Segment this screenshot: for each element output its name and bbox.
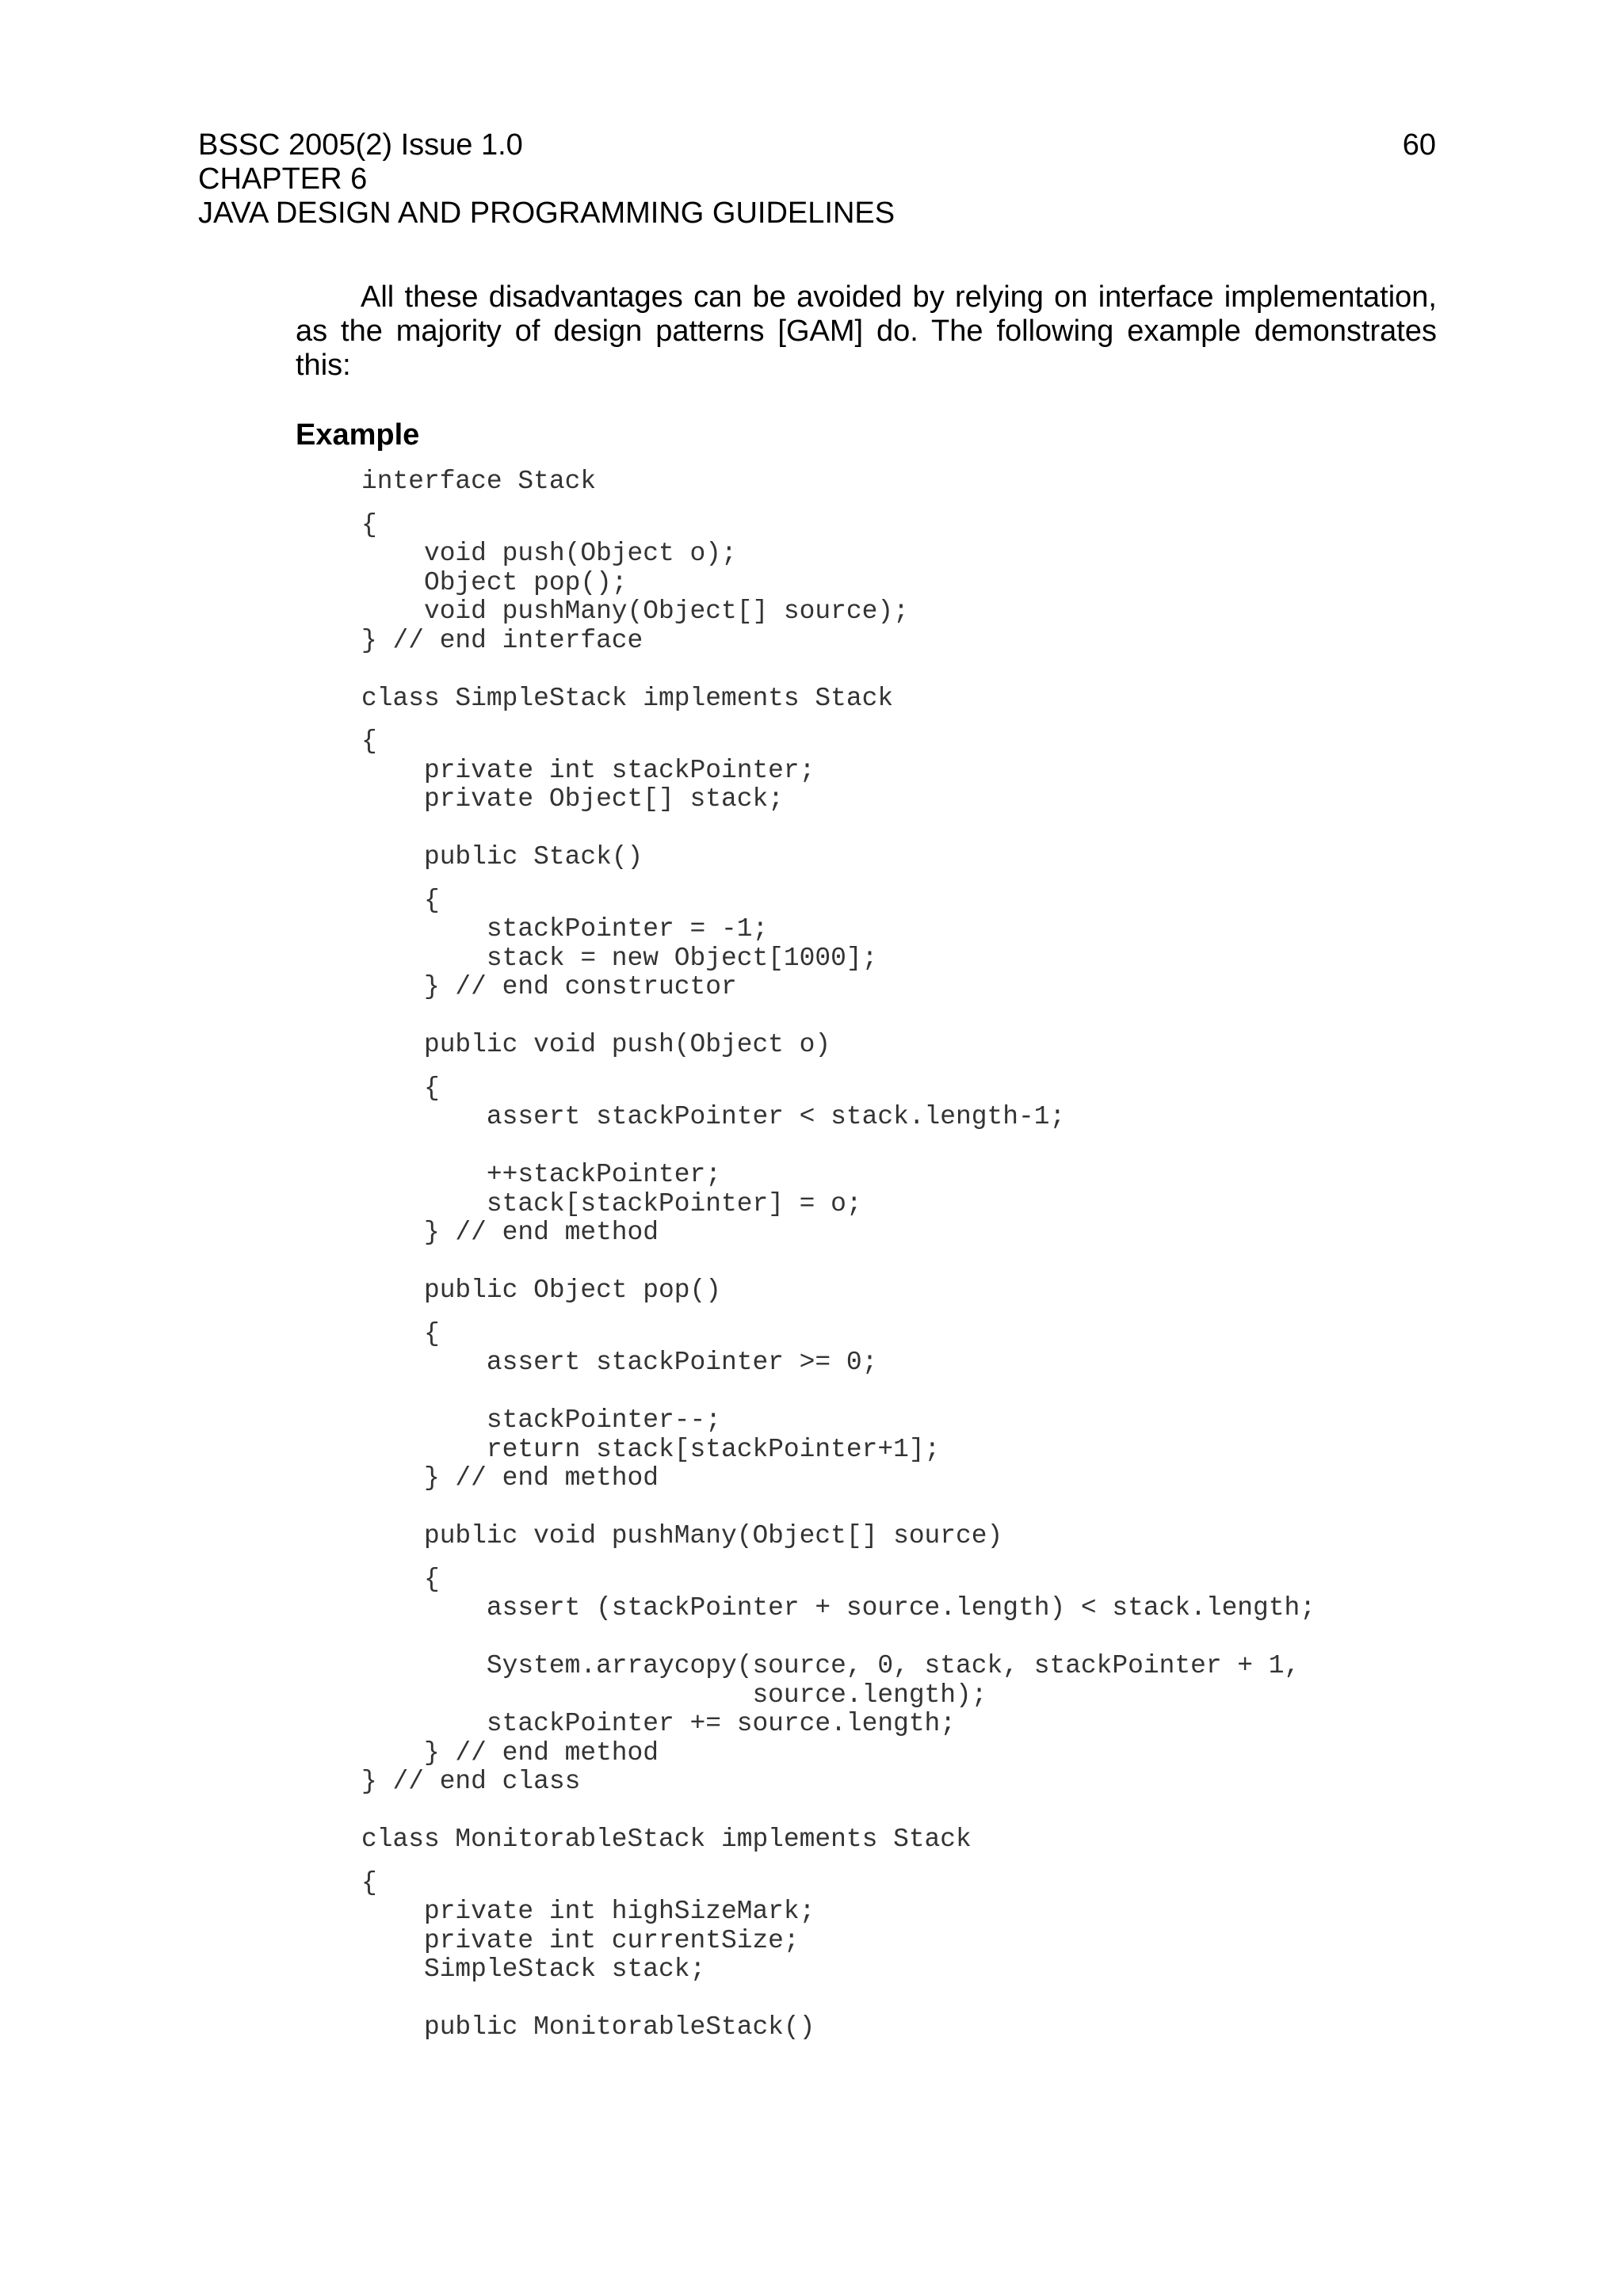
- code-line: class MonitorableStack implements Stack: [361, 1825, 972, 1854]
- code-line: [361, 655, 1316, 685]
- code-line: [361, 1002, 1316, 1032]
- document-id: BSSC 2005(2) Issue 1.0: [198, 128, 523, 162]
- code-line: {: [361, 509, 377, 540]
- code-line: [361, 1493, 1316, 1523]
- code-line: {: [361, 885, 440, 915]
- intro-paragraph: All these disadvantages can be avoided by relying on interface implementation, as the majority of design patterns [GAM] do. The following example demonstrates this:: [296, 280, 1437, 382]
- chapter-title: JAVA DESIGN AND PROGRAMMING GUIDELINES: [198, 196, 896, 230]
- code-line: } // end method: [361, 1737, 659, 1768]
- code-line: {: [361, 1867, 377, 1897]
- page-header: [198, 128, 895, 231]
- code-line: {: [361, 1073, 440, 1103]
- code-line: stackPointer = -1;: [361, 914, 769, 944]
- code-line: public void push(Object o): [361, 1030, 831, 1059]
- code-line: private int currentSize;: [361, 1925, 800, 1955]
- code-line: assert (stackPointer + source.length) < stack.length;: [361, 1593, 1316, 1623]
- code-line: assert stackPointer >= 0;: [361, 1348, 878, 1377]
- chapter-label: CHAPTER 6: [198, 162, 368, 196]
- code-line: public Object pop(): [361, 1276, 721, 1305]
- code-line: [361, 1623, 1316, 1653]
- code-line: return stack[stackPointer+1];: [361, 1434, 941, 1464]
- code-line: private int stackPointer;: [361, 755, 815, 785]
- code-line: stackPointer += source.length;: [361, 1709, 957, 1738]
- code-line: [361, 1797, 1316, 1826]
- code-line: private int highSizeMark;: [361, 1897, 815, 1926]
- code-line: } // end method: [361, 1218, 659, 1247]
- code-line: source.length);: [361, 1680, 987, 1710]
- code-line: [361, 1132, 1316, 1161]
- code-line: void push(Object o);: [361, 539, 737, 568]
- code-line: stack[stackPointer] = o;: [361, 1188, 862, 1219]
- code-line: interface Stack: [361, 467, 597, 496]
- code-line: } // end interface: [361, 625, 643, 655]
- code-line: {: [361, 1318, 440, 1348]
- code-line: stack = new Object[1000];: [361, 943, 878, 973]
- code-line: Object pop();: [361, 567, 628, 597]
- code-line: [361, 1378, 1316, 1407]
- code-line: } // end class: [361, 1767, 581, 1796]
- code-line: private Object[] stack;: [361, 784, 784, 814]
- code-line: ++stackPointer;: [361, 1160, 721, 1189]
- example-heading: Example: [296, 418, 420, 452]
- page-number: 60: [1402, 128, 1436, 162]
- code-line: [361, 1248, 1316, 1277]
- code-line: {: [361, 727, 377, 756]
- code-line: public void pushMany(Object[] source): [361, 1521, 1003, 1550]
- code-line: } // end constructor: [361, 972, 737, 1001]
- code-line: public Stack(): [361, 842, 643, 871]
- code-line: public MonitorableStack(): [361, 2012, 815, 2042]
- code-line: assert stackPointer < stack.length-1;: [361, 1102, 1066, 1131]
- code-line: class SimpleStack implements Stack: [361, 683, 894, 713]
- code-line: System.arraycopy(source, 0, stack, stackPointer + 1,: [361, 1651, 1300, 1680]
- code-line: [361, 814, 1316, 844]
- code-line: SimpleStack stack;: [361, 1955, 706, 1984]
- code-line: {: [361, 1564, 440, 1594]
- code-line: stackPointer--;: [361, 1405, 721, 1435]
- code-line: void pushMany(Object[] source);: [361, 597, 909, 626]
- code-line: [361, 1985, 1316, 2014]
- code-listing: [361, 467, 1316, 2042]
- code-line: } // end method: [361, 1463, 659, 1493]
